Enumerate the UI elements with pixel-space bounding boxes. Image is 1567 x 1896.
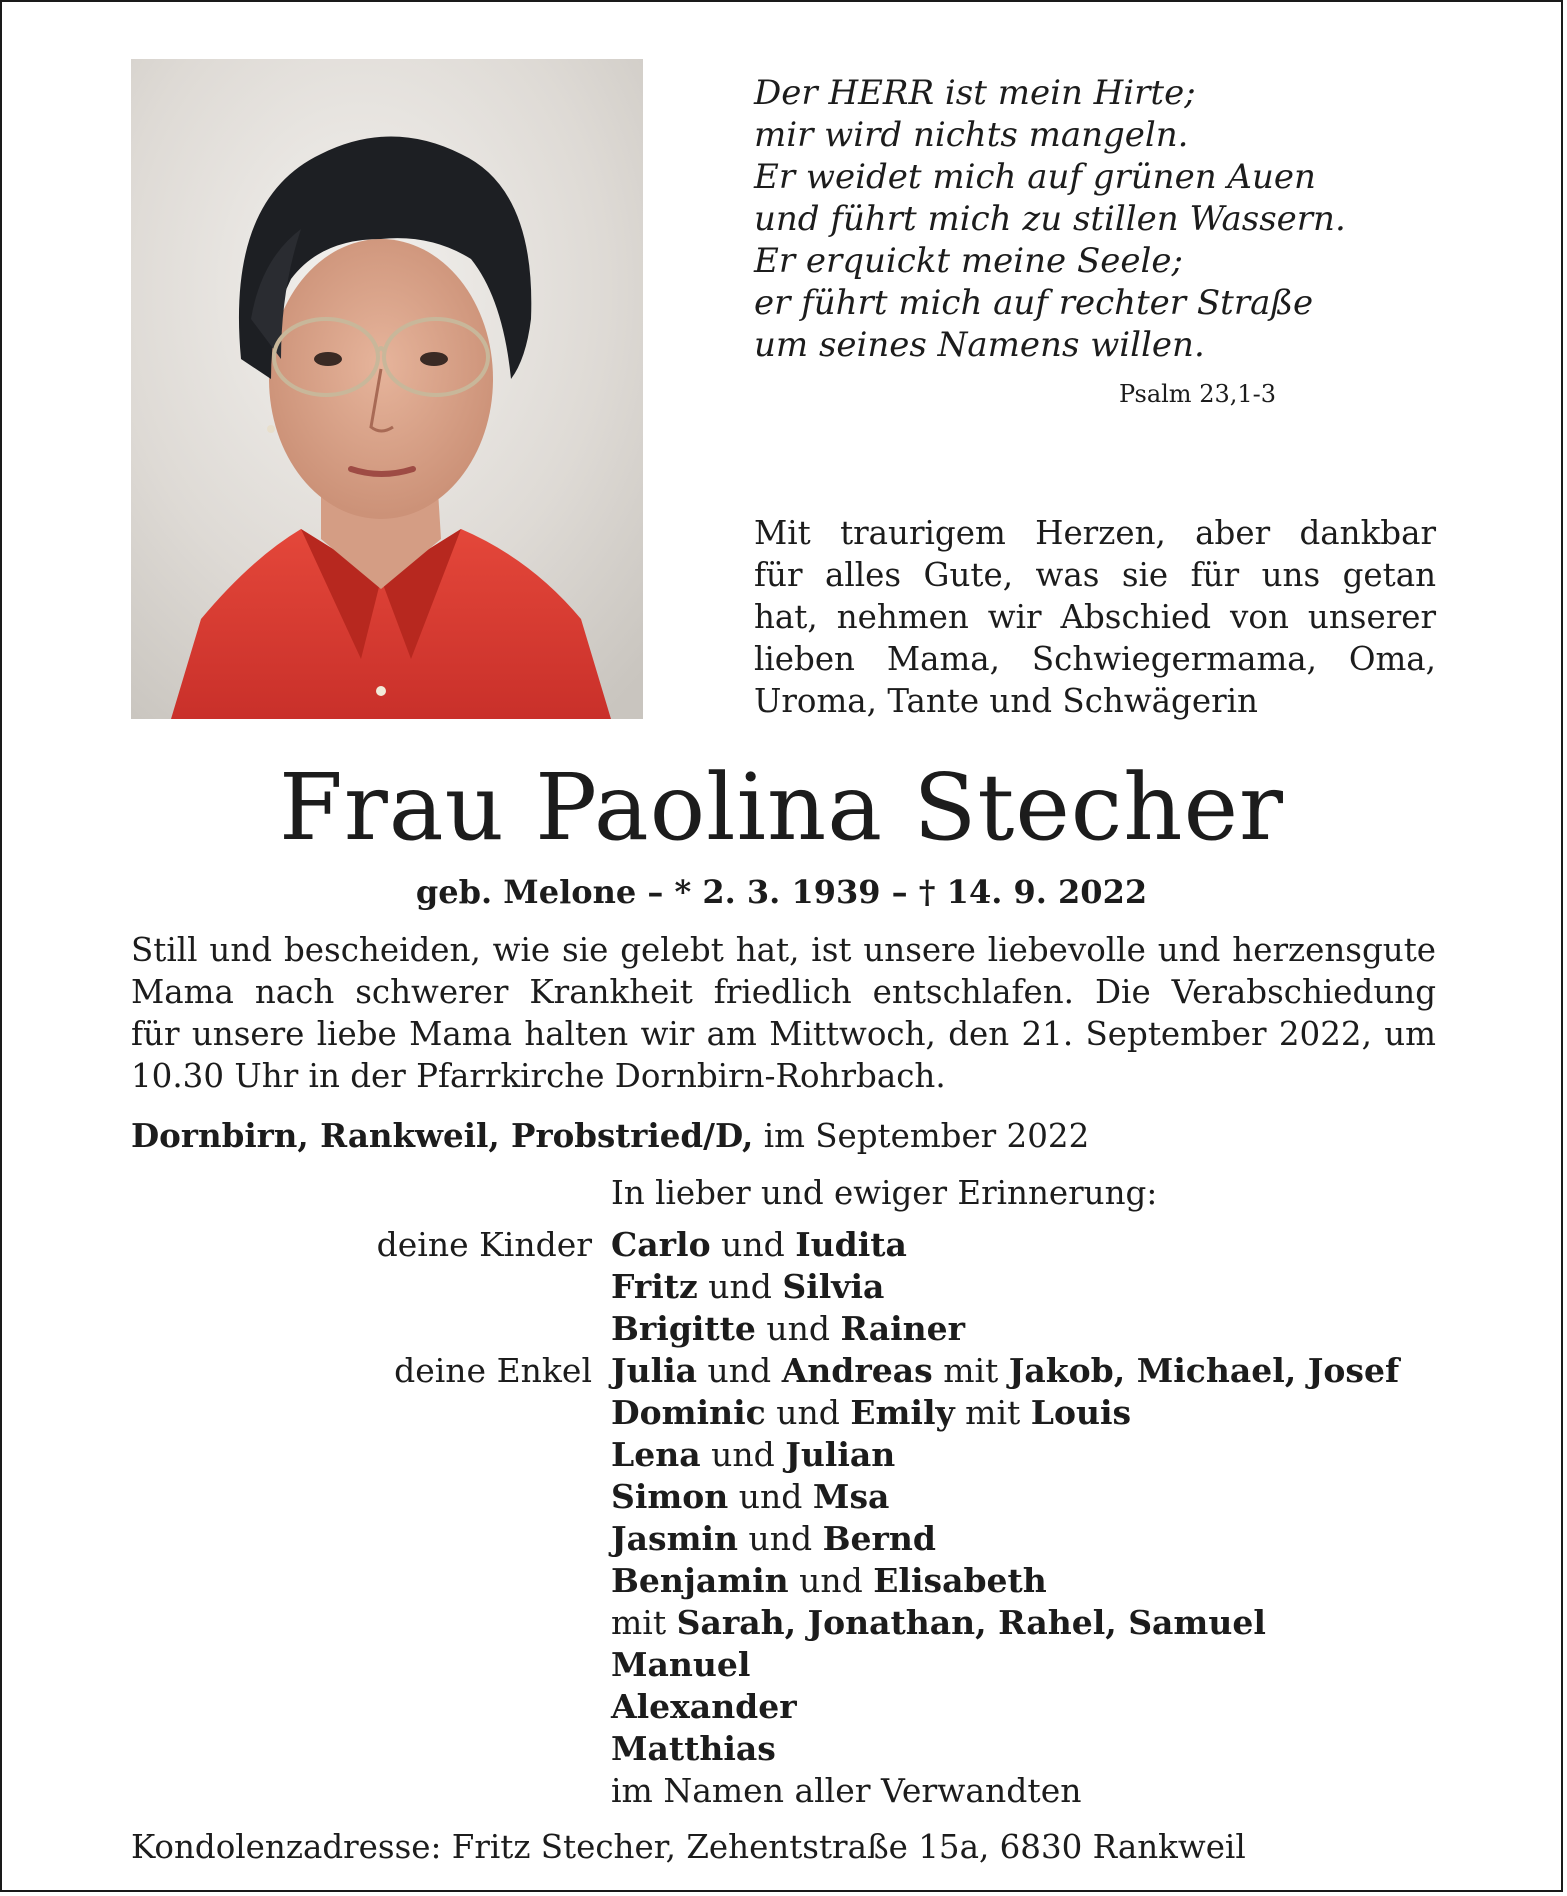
condolence-address: Kondolenzadresse: Fritz Stecher, Zehentstraße 15a, 6830 Rankweil: [131, 1828, 1246, 1866]
family-names: mit Sarah, Jonathan, Rahel, Samuel: [611, 1603, 1266, 1642]
family-row: [2, 1476, 1565, 1518]
psalm-line: er führt mich auf rechter Straße: [754, 283, 1314, 323]
psalm-line: mir wird nichts mangeln.: [754, 115, 1189, 155]
family-names: Matthias: [611, 1729, 776, 1768]
family-row: [2, 1728, 1565, 1770]
grandchildren-label: deine Enkel: [394, 1351, 592, 1390]
children-label: deine Kinder: [376, 1225, 592, 1264]
family-names: Brigitte und Rainer: [611, 1309, 966, 1348]
family-names: Jasmin und Bernd: [611, 1519, 936, 1558]
psalm-reference: Psalm 23,1-3: [1119, 380, 1277, 408]
places: Dornbirn, Rankweil, Probstried/D,: [131, 1116, 754, 1155]
psalm-line: Er erquickt meine Seele;: [754, 241, 1183, 281]
family-row: [2, 1686, 1565, 1728]
family-names: Dominic und Emily mit Louis: [611, 1393, 1132, 1432]
family-row: [2, 1224, 1565, 1266]
intro-line: hat, nehmen wir Abschied von unserer: [754, 598, 1436, 636]
family-names: Benjamin und Elisabeth: [611, 1561, 1047, 1600]
announcement-line: für unsere liebe Mama halten wir am Mittwoch, den 21. September 2022, um: [131, 1015, 1436, 1053]
family-names: Fritz und Silvia: [611, 1267, 885, 1306]
announcement-line: 10.30 Uhr in der Pfarrkirche Dornbirn-Rohrbach.: [131, 1057, 946, 1095]
family-row: [2, 1602, 1565, 1644]
family-row: [2, 1392, 1565, 1434]
place-date-line: [131, 1115, 1089, 1157]
family-row: [2, 1308, 1565, 1350]
psalm-line: und führt mich zu stillen Wassern.: [754, 199, 1346, 239]
family-names: Simon und Msa: [611, 1477, 890, 1516]
family-list: [2, 1224, 1565, 1812]
intro-line: für alles Gute, was sie für uns getan: [754, 556, 1436, 594]
portrait-photo: [131, 59, 643, 719]
birth-death-dates: geb. Melone – * 2. 3. 1939 – † 14. 9. 2022: [415, 873, 1148, 911]
closing-line: im Namen aller Verwandten: [611, 1771, 1082, 1810]
memory-line: In lieber und ewiger Erinnerung:: [611, 1174, 1158, 1212]
family-row: [2, 1434, 1565, 1476]
announcement-line: Mama nach schwerer Krankheit friedlich entschlafen. Die Verabschiedung: [131, 973, 1436, 1011]
family-names: Carlo und Iudita: [611, 1225, 907, 1264]
intro-line: Mit traurigem Herzen, aber dankbar: [754, 514, 1436, 552]
psalm-line: Der HERR ist mein Hirte;: [754, 73, 1196, 113]
family-names: Manuel: [611, 1645, 751, 1684]
month-year: im September 2022: [753, 1117, 1090, 1155]
family-names: Alexander: [611, 1687, 797, 1726]
family-row: [2, 1644, 1565, 1686]
psalm-quote: [754, 72, 1354, 366]
deceased-name: Frau Paolina Stecher: [278, 754, 1284, 861]
family-row: [2, 1350, 1565, 1392]
family-names: Lena und Julian: [611, 1435, 896, 1474]
family-row: [2, 1518, 1565, 1560]
family-row: [2, 1266, 1565, 1308]
family-names: Julia und Andreas mit Jakob, Michael, Josef: [611, 1351, 1400, 1390]
intro-line: Uroma, Tante und Schwägerin: [754, 682, 1258, 720]
announcement-text: [131, 929, 1436, 1097]
intro-text: [754, 512, 1436, 722]
psalm-line: um seines Namens willen.: [754, 325, 1205, 365]
family-row: [2, 1560, 1565, 1602]
intro-line: lieben Mama, Schwiegermama, Oma,: [754, 640, 1436, 678]
portrait-illustration: [131, 59, 643, 719]
psalm-line: Er weidet mich auf grünen Auen: [754, 157, 1316, 197]
announcement-line: Still und bescheiden, wie sie gelebt hat, ist unsere liebevolle und herzensgute: [131, 931, 1436, 969]
family-row: [2, 1770, 1565, 1812]
